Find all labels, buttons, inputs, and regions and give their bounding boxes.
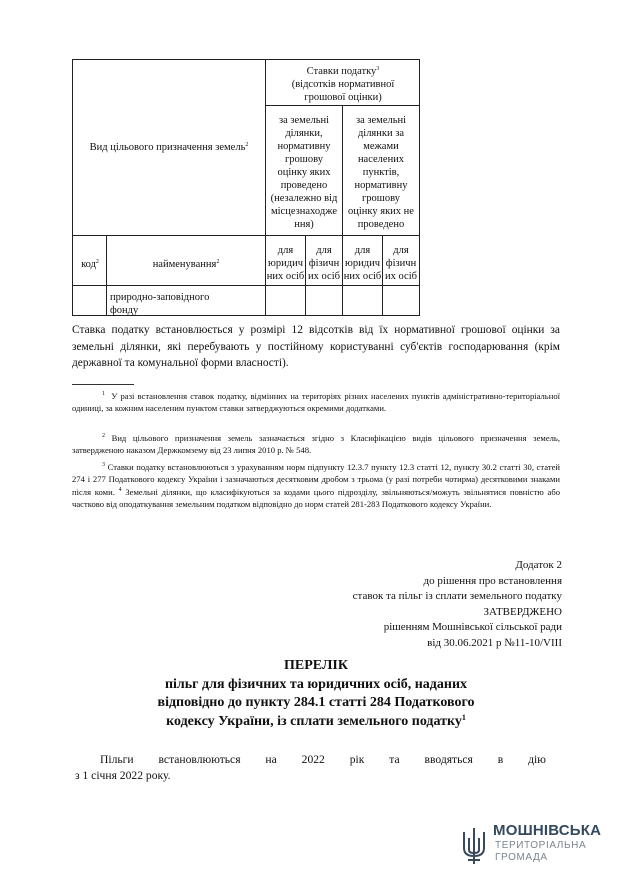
name-column-header: найменування$^2$ bbox=[152, 259, 220, 270]
logo-name: МОШНІВСЬКА bbox=[493, 822, 602, 839]
trident-icon bbox=[459, 826, 489, 866]
approved-label: ЗАТВЕРДЖЕНО bbox=[483, 605, 562, 618]
rate-paragraph: Ставка податку встановлюється у розмірі 12 відсотків від їх нормативної грошової оцінки за земельні ділянки, які перебувають у постійному користуванні суб'єктів господарювання (крім державної та комунальної форми власності). bbox=[72, 324, 560, 369]
decision-date: від 30.06.2021 р №11-10/VIII bbox=[427, 636, 562, 649]
logo-subtitle-1: ТЕРИТОРІАЛЬНА bbox=[495, 840, 587, 851]
code-column-header: код$^2$ bbox=[81, 259, 99, 270]
footnote-2: $^2$ Вид цільового призначення земель зазначається згідно з Класифікацією видів цільового призначення земель, затвердженою наказом Держкомзему від 23 липня 2010 р. № 548. bbox=[72, 433, 560, 456]
appendix-decision: до рішення про встановлення bbox=[423, 574, 562, 587]
physical-persons-header-1: для фізичн их осіб bbox=[308, 245, 340, 282]
community-logo bbox=[459, 822, 602, 872]
document-title: ПЕРЕЛІК пільг для фізичних та юридичних осіб, наданих відповідно до пункту 284.1 статті 284 Податкового кодексу України, із сплати земельного податку$^1$ bbox=[157, 658, 475, 729]
benefits-line-1: Пільги встановлюються на 2022 рік та вводяться в дію bbox=[100, 753, 546, 766]
footnote-1: $^1$ У разі встановлення ставок податку, відмінних на територіях різних населених пунктів адміністративно-територіальної одиниці, за кожним населеним пунктом ставки затверджуються окремими додатками. bbox=[72, 391, 561, 414]
council-decision: рішенням Мошнівської сільської ради bbox=[383, 621, 562, 633]
legal-persons-header-2: для юридич них осіб bbox=[343, 245, 382, 282]
benefits-line-2: з 1 січня 2022 року. bbox=[75, 769, 171, 782]
appendix-subject: ставок та пільг із сплати земельного податку bbox=[352, 590, 562, 602]
legal-persons-header-1: для юридич них осіб bbox=[266, 245, 305, 282]
footnote-separator bbox=[72, 384, 134, 385]
logo-subtitle-2: ГРОМАДА bbox=[495, 852, 548, 863]
outside-settlements-header: за земельні ділянки за межами населених пунктів, нормативну грошову оцінку яких не проведено bbox=[348, 115, 414, 230]
footnote-3: $^3$ Ставки податку встановлюються з урахуванням норм підпункту 12.3.7 пункту 12.3 статті 12, пункту 30.2 статті 30, статей 274 і 277 Податкового кодексу України і зазначаються десятковим дробом з трьома (у разі потреби чотирма) десятковими знаками після коми. $^4$ Земельні ділянки, що класифікуються за кодами цього підрозділу, звільняються/можуть звільнятися повністю або частково від оподаткування земельним податком відповідно до норм статей 281-283 Податкового кодексу України. bbox=[72, 462, 561, 510]
tax-rates-header: Ставки податку$^3$ (відсотків нормативної грошової оцінки) bbox=[291, 66, 395, 103]
rates-table bbox=[72, 59, 420, 316]
physical-persons-header-2: для фізичн их осіб bbox=[385, 245, 417, 282]
land-purpose-header: Вид цільового призначення земель$^2$ bbox=[89, 142, 249, 153]
appendix-block bbox=[250, 558, 562, 651]
table-row-name: природно-заповідного фонду bbox=[110, 292, 210, 316]
appendix-number: Додаток 2 bbox=[515, 559, 562, 571]
within-settlements-header: за земельні ділянки, нормативну грошову оцінку яких проведено (незалежно від місцезнаходже ння) bbox=[270, 115, 338, 230]
